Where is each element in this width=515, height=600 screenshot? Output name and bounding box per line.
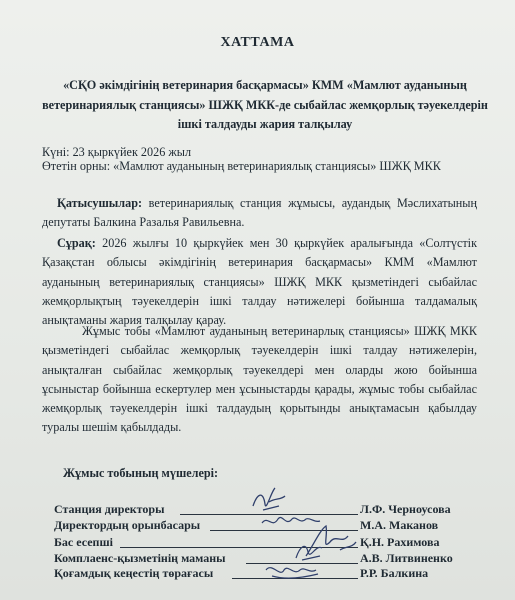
signatory-name: А.В. Литвиненко (360, 551, 453, 565)
participants-paragraph (42, 194, 477, 233)
signature-line (120, 547, 358, 548)
signature-row (42, 502, 482, 518)
signature-row (42, 518, 482, 534)
question-paragraph (42, 234, 477, 330)
signature-row (42, 535, 482, 551)
signature-line (210, 530, 358, 531)
signatory-role: Бас есепші (54, 535, 113, 549)
signature-row (42, 551, 482, 567)
decision-paragraph: Жұмыс тобы «Мамлют ауданының ветеринарлық станциясы» ШЖҚ МКК қызметіндегі сыбайлас жемқорлық тәуекелдерін ішкі талдау нәтижелерін, анықталған сыбайлас жемқорлық тәуекелдері мен оларды жою бойынша ұсыныстар бойынша ескертулер мен ұсыныстарды қарады, жұмыс тобы сыбайлас жемқорлық тәуекелдерін ішкі талдаудың қорытынды анықтамасын қабылдау туралы шешім қабылдады. (42, 324, 477, 435)
signatory-name: Р.Р. Балкина (360, 566, 429, 580)
signature-line (246, 563, 358, 564)
signatory-role: Станция директоры (54, 502, 165, 516)
signatory-name: Л.Ф. Черноусова (360, 502, 451, 516)
signature-row (42, 566, 482, 582)
meeting-place: Өтетін орны: «Мамлют ауданының ветеринариялық станциясы» ШЖҚ МКК (42, 159, 441, 173)
question-text: 2026 жылғы 10 қыркүйек мен 30 қыркүйек аралығында «Солтүстік Қазақстан облысы әкімдігінің ветеринария басқармасы» КММ «Мамлют ауданының ветеринариялық станциясы» ШЖҚ МКК қызметіндегі сыбайлас жемқорлықтың тәуекелдерін ішкі талдау нәтижелері бойынша талдамалық анықтаманы жария талқылау қарау. (42, 236, 477, 328)
participants-label: Қатысушылар: (57, 196, 143, 210)
signatory-role: Директордың орынбасары (54, 518, 201, 532)
signature-line (180, 514, 358, 515)
meeting-date: Күні: 23 қыркүйек 2026 жыл (42, 145, 192, 159)
signature-line (232, 578, 358, 579)
document-title: ХАТТАМА (220, 35, 295, 50)
participants-text: ветеринариялық станция жұмысы, аудандық Мәслихатының депутаты Балкина Разалья Равильевна. (42, 196, 477, 230)
signatory-role: Қоғамдық кеңестің төрағасы (54, 566, 214, 580)
document-subtitle: «СҚО әкімдігінің ветеринария басқармасы» КММ «Мамлют ауданының ветеринариялық станциясы» ШЖҚ МКК-де сыбайлас жемқорлық тәуекелдерін ішкі талдауды жария талқылау (42, 78, 488, 131)
question-label: Сұрақ: (57, 236, 96, 250)
signatory-name: М.А. Маканов (360, 518, 439, 532)
members-heading: Жұмыс тобының мүшелері: (63, 466, 219, 480)
signatory-name: Қ.Н. Рахимова (360, 535, 440, 549)
signatory-role: Комплаенс-қызметінің маманы (54, 551, 226, 565)
